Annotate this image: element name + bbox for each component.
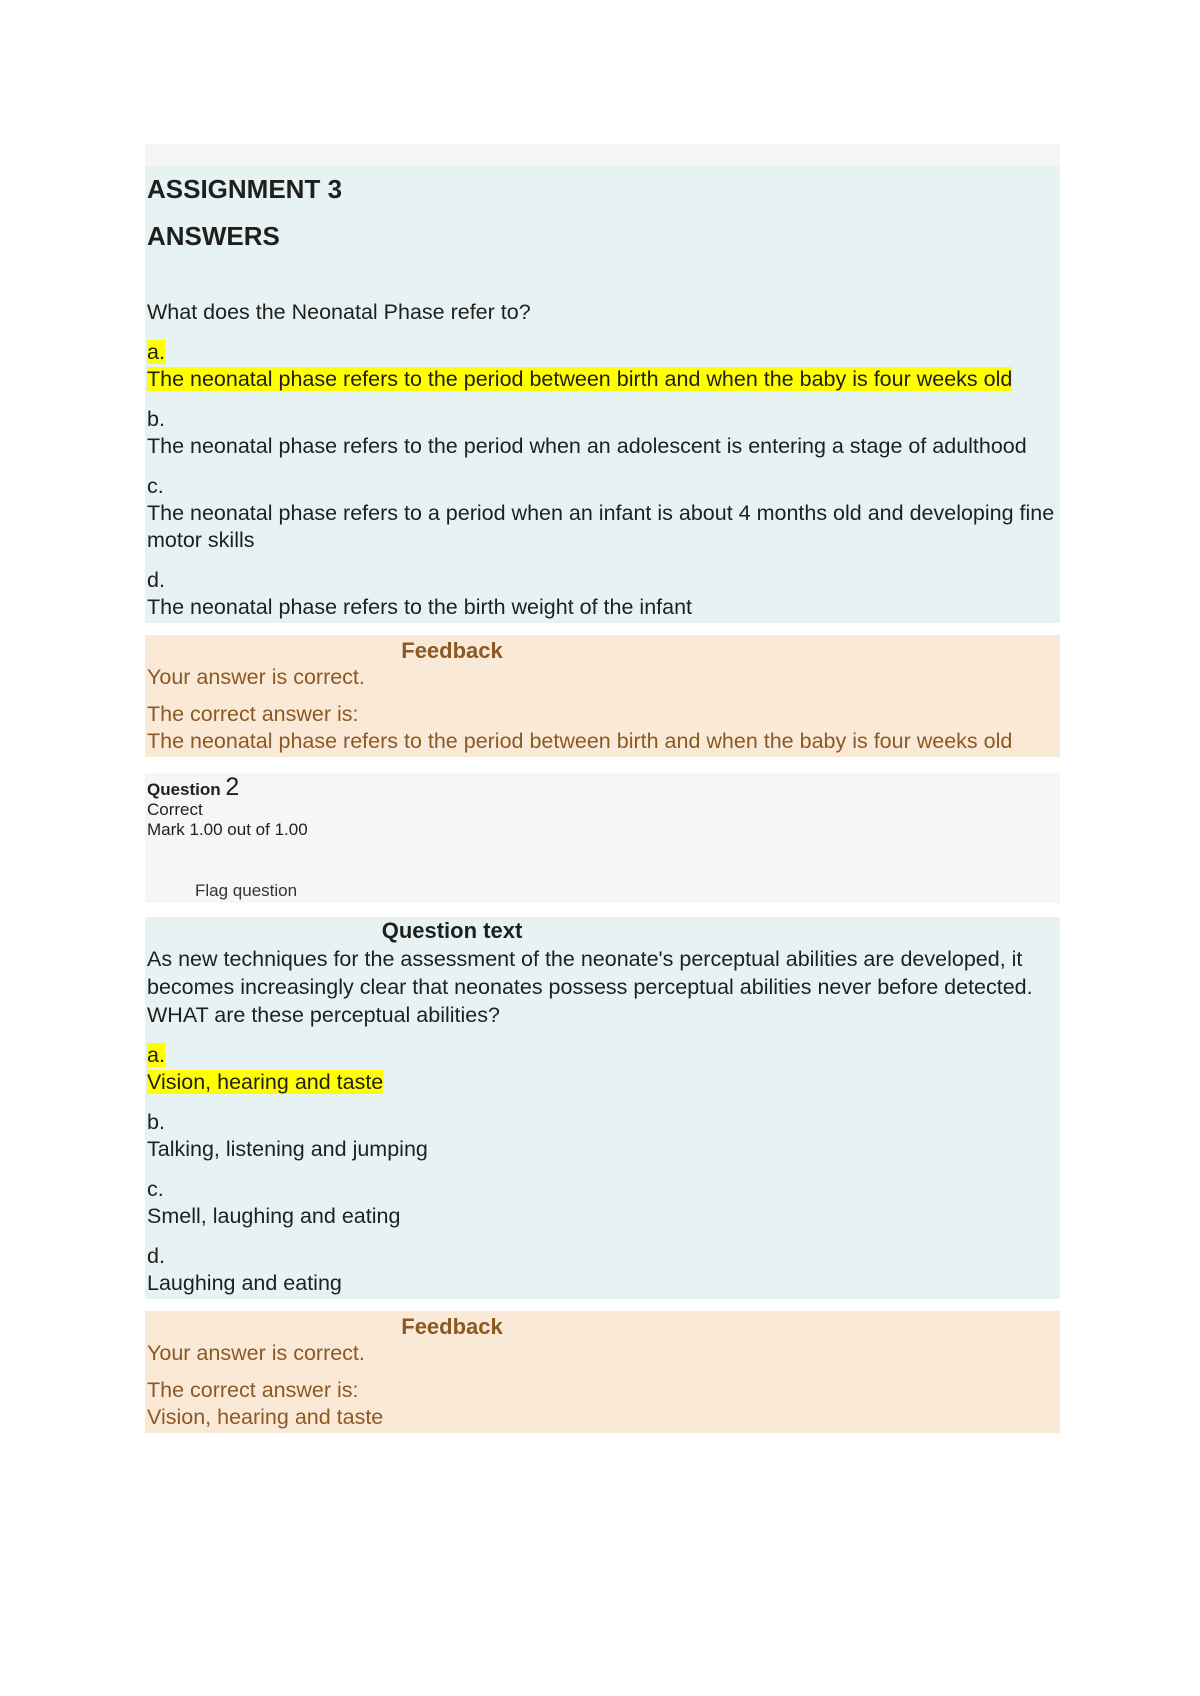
q2-option-b xyxy=(147,1109,1057,1163)
feedback-correct-text: The neonatal phase refers to the period between birth and when the baby is four weeks old xyxy=(147,729,1013,753)
question-2-info xyxy=(145,773,1060,903)
question-label: Question xyxy=(147,780,221,799)
q1-option-c xyxy=(147,473,1057,554)
option-letter: d. xyxy=(147,568,165,592)
question-status: Correct xyxy=(147,800,203,819)
q2-option-d xyxy=(147,1243,1057,1297)
feedback-title: Feedback xyxy=(401,1314,503,1339)
feedback-correct-label: The correct answer is: xyxy=(147,702,359,726)
option-letter: a. xyxy=(147,1043,165,1067)
option-text: The neonatal phase refers to the period between birth and when the baby is four weeks old xyxy=(147,367,1013,391)
q1-option-d xyxy=(147,567,1057,621)
option-text: The neonatal phase refers to the birth weight of the infant xyxy=(147,595,693,619)
option-text: Laughing and eating xyxy=(147,1271,342,1295)
q2-option-a xyxy=(147,1042,1057,1096)
option-text: The neonatal phase refers to a period when an infant is about 4 months old and developing fine motor skills xyxy=(147,501,1055,552)
feedback-title: Feedback xyxy=(401,638,503,663)
feedback-correct-label: The correct answer is: xyxy=(147,1378,359,1402)
question-2-block xyxy=(145,917,1060,1299)
option-letter: b. xyxy=(147,407,165,431)
question-number: 2 xyxy=(225,773,240,801)
option-text: Vision, hearing and taste xyxy=(147,1070,384,1094)
question-1-block xyxy=(145,166,1060,623)
q1-option-b xyxy=(147,406,1057,460)
question-2-text: As new techniques for the assessment of the neonate's perceptual abilities are developed, it becomes increasingly clear that neonates possess perceptual abilities never before detected. WHAT are these perceptual abilities? xyxy=(147,947,1033,1027)
top-strip xyxy=(145,144,1060,166)
question-text-title: Question text xyxy=(381,918,523,943)
document-page xyxy=(145,144,1060,1433)
question-mark: Mark 1.00 out of 1.00 xyxy=(147,820,308,839)
feedback-result: Your answer is correct. xyxy=(147,1341,365,1365)
option-text: The neonatal phase refers to the period when an adolescent is entering a stage of adulthood xyxy=(147,434,1027,458)
option-text: Smell, laughing and eating xyxy=(147,1204,401,1228)
assignment-title: ASSIGNMENT 3 xyxy=(147,174,343,204)
option-letter: a. xyxy=(147,340,165,364)
question-2-feedback xyxy=(145,1311,1060,1433)
feedback-result: Your answer is correct. xyxy=(147,665,365,689)
answers-title: ANSWERS xyxy=(147,221,280,251)
flag-question-link[interactable]: Flag question xyxy=(195,881,298,900)
question-1-text: What does the Neonatal Phase refer to? xyxy=(147,300,531,324)
option-letter: d. xyxy=(147,1244,165,1268)
option-letter: c. xyxy=(147,1177,164,1201)
q2-option-c xyxy=(147,1176,1057,1230)
q1-option-a xyxy=(147,339,1057,393)
option-letter: b. xyxy=(147,1110,165,1134)
option-letter: c. xyxy=(147,474,164,498)
feedback-correct-text: Vision, hearing and taste xyxy=(147,1405,384,1429)
question-1-feedback xyxy=(145,635,1060,757)
option-text: Talking, listening and jumping xyxy=(147,1137,428,1161)
